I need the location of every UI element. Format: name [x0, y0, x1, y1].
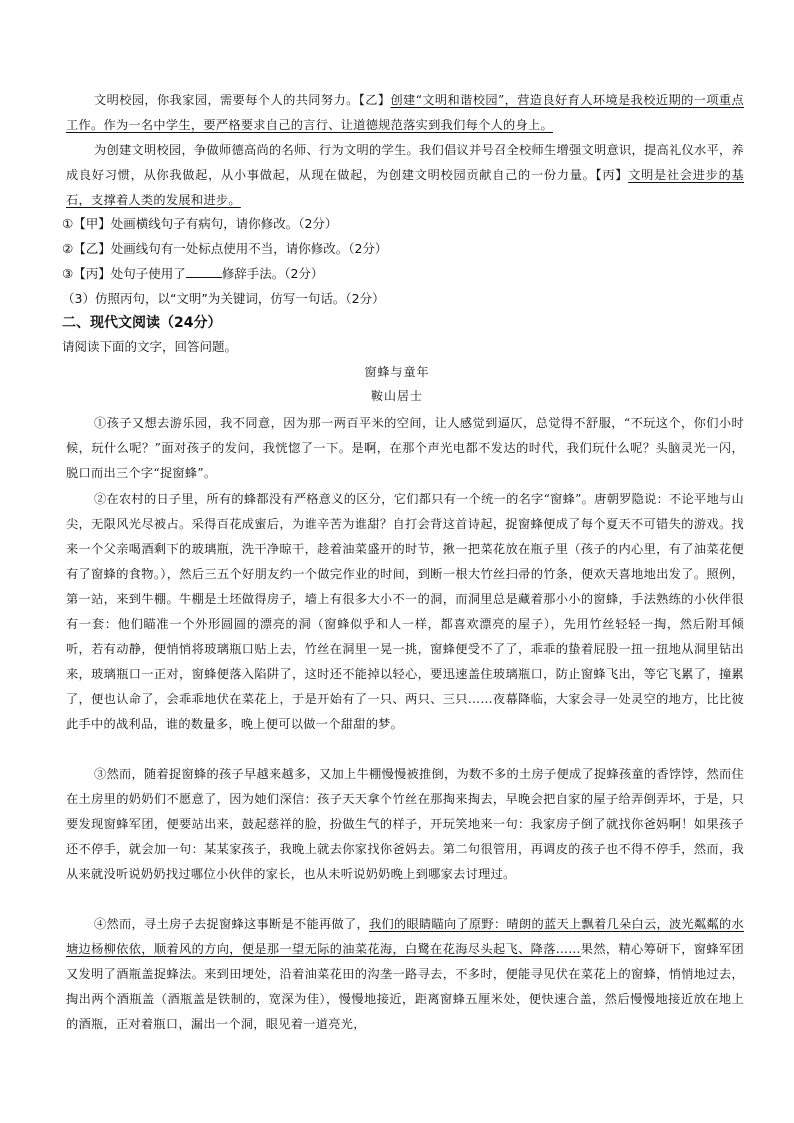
question-3-prefix: ③【丙】处句子使用了	[62, 266, 186, 281]
question-2: ②【乙】处画线句有一处标点使用不当，请你修改。（2分）	[62, 241, 388, 256]
question-3	[62, 263, 752, 285]
passage-paragraph-2	[66, 138, 744, 213]
article-para4-start: ④然而，寻土房子去捉窗蜂这事断是不能再做了，	[94, 917, 370, 931]
question-3-suffix: 修辞手法。（2分）	[221, 266, 324, 281]
article-para4-rest: 果然，精心筹研下，窗蜂军团又发明了酒瓶盖捉蜂法。来到田埂处，沿着油菜花田的沟垄一路寻去，不多时，便能寻见伏在菜花上的窗蜂，悄悄地过去，掏出两个酒瓶盖（酒瓶盖是铁制的，宽深为佳），慢慢地接近，距离窗蜂五厘米处，便快速合盖，然后慢慢地接近放在地上的酒瓶，正对着瓶口，漏出一个洞，眼见着一道亮光，	[66, 942, 744, 1031]
passage-paragraph-1	[66, 88, 744, 138]
underlined-scenery-sentence: 我们的眼睛瞄向了原野：晴朗的蓝天上飘着几朵白云，波光粼粼的水塘边杨柳依依，顺着风的方向，便是那一望无际的油菜花海，白鹭在花海尽头起飞、降落……	[66, 917, 745, 956]
question-4: （3）仿照丙句，以“文明”为关键词，仿写一句话。（2分）	[62, 291, 385, 306]
question-1: ①【甲】处画横线句子有病句，请你修改。（2分）	[62, 216, 338, 231]
article-paragraph-1: ①孩子又想去游乐园，我不同意，因为那一两百平米的空间，让人感觉到逼仄，总觉得不舒服，“不玩这个，你们小时候，玩什么呢？”面对孩子的发问，我恍惚了一下。是啊，在那个声光电都不发达的时代，我们玩什么呢？头脑灵光一闪，脱口而出三个字“捉窗蜂”。	[66, 416, 744, 480]
passage-para2-text: 为创建文明校园，争做师德高尚的名师、行为文明的学生。我们倡议并号召全校师生增强文明意识，提高礼仪水平，养成良好习惯，从你我做起，从小事做起，从现在做起，为创建文明校园贡献自己的一份力量。【丙】	[66, 143, 744, 182]
article-paragraph-3: ③然而，随着捉窗蜂的孩子早越来越多，又加上牛棚慢慢被推倒，为数不多的土房子便成了捉蜂孩童的香饽饽，然而住在土房里的奶奶们不愿意了，因为她们深信：孩子天天拿个竹丝在那掏来掏去，早晚会把自家的屋子给弄倒弄坏，于是，只要发现窗蜂军团，便要站出来，鼓起慈祥的脸，扮做生气的样子，开玩笑地来一句：我家房子倒了就找你爸妈啊！如果孩子还不停手，就会加一句：某某家孩子，我晚上就去你家找你爸妈去。第二句很管用，再调皮的孩子也不得不停手，然而，我从来就没听说奶奶找过哪位小伙伴的家长，也从未听说奶奶晚上到哪家去讨理过。	[66, 767, 744, 881]
article-paragraph-2: ②在农村的日子里，所有的蜂都没有严格意义的区分，它们都只有一个统一的名字“窗蜂”。唐朝罗隐说：不论平地与山尖，无限风光尽被占。采得百花成蜜后，为谁辛苦为谁甜？自打会背这首诗起，捉窗蜂便成了每个夏天不可错失的游戏。找来一个父亲喝酒剩下的玻璃瓶，洗干净晾干，趁着油菜盛开的时节，揪一把菜花放在瓶子里（孩子的内心里，有了油菜花便有了窗蜂的食物。），然后三五个好朋友约一个做完作业的时间，到断一根大竹丝扫帚的竹条，便欢天喜地地出发了。照例，第一站，来到牛棚。牛棚是土坯做得房子，墙上有很多大小不一的洞，而洞里总是藏着那小小的窗蜂，手法熟练的小伙伴很有一套：他们瞄准一个外形圆圆的漂亮的洞（窗蜂似乎和人一样，都喜欢漂亮的屋子），先用竹丝轻轻一掏，然后附耳倾听，若有动静，便悄悄将玻璃瓶口贴上去，竹丝在洞里一晃一挑，窗蜂便受不了了，乖乖的蛰着屁股一扭一扭地从洞里钻出来，玻璃瓶口一正对，窗蜂便落入陷阱了，这时还不能掉以轻心，要迅速盖住玻璃瓶口，防止窗蜂飞出，等它飞累了，撞累了，便也认命了，会乖乖地伏在菜花上，于是开始有了一只、两只、三只……夜幕降临，大家会寻一处灵空的地方，比比彼此手中的战利品，谁的数量多，晚上便可以做一个甜甜的梦。	[66, 492, 744, 731]
article-paragraph-4	[66, 912, 744, 1037]
passage-para1-text: 文明校园，你我家园，需要每个人的共同努力。【乙】	[94, 93, 391, 107]
underlined-sentence-yi: 创建“文明和谐校园”，营造良好育人环境是我校近期的一项重点工作。作为一名中学生，要严格要求自己的言行、让道德规范落实到我们每个人的身上。	[66, 93, 744, 132]
section-instruction: 请阅读下面的文字，回答问题。	[62, 339, 238, 354]
section-heading: 二、现代文阅读（24分）	[62, 315, 222, 331]
answer-blank[interactable]	[186, 265, 222, 278]
article-title: 窗蜂与童年	[364, 365, 430, 379]
article-author: 鞍山居士	[370, 389, 423, 403]
underlined-sentence-bing: 文明是社会进步的基石，支撑着人类的发展和进步。	[66, 168, 744, 207]
